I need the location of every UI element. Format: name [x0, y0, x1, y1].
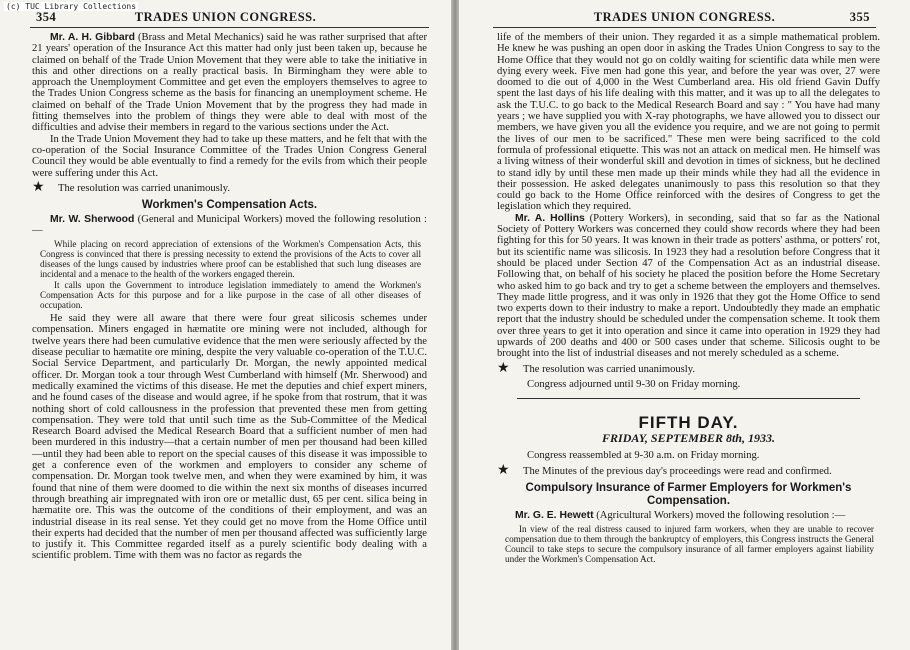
- header-rule: [30, 27, 429, 28]
- speaker-sherwood: Mr. W. Sherwood: [50, 214, 135, 226]
- right-page: [459, 0, 910, 650]
- star-icon: ★: [32, 179, 45, 195]
- running-title-left: TRADES UNION CONGRESS.: [134, 10, 317, 24]
- resolution-quote: [505, 524, 874, 565]
- section-divider: [517, 398, 860, 399]
- star-icon: ★: [497, 360, 510, 376]
- paragraph-gibbard: (Brass and Metal Mechanics) said he was rather surprised that after 21 years' operation of the Insurance Act this matter had only just been taken up, because he claimed on behalf of the Trade Union Movement that they were able to take the initiative in this and other directions on a really practical basis. In Birmingham they were able to approach the Unemployment Committee and get even the employers themselves to agree to the Trades Union Congress scheme as the basis for financing an unemployment scheme. He claimed on behalf of the Trade Union Movement that by the progress they had made in fitting themselves into the problem of things they were able to deal with most of the difficulties and advise their members in regard to the various sections under the Act.: [32, 32, 427, 134]
- resolution-carried: The resolution was carried unanimously.: [58, 182, 231, 194]
- day-date: FRIDAY, SEPTEMBER 8th, 1933.: [602, 430, 775, 445]
- watermark: (c) TUC Library Collections: [6, 2, 137, 11]
- paragraph-hewett-intro: (Agricultural Workers) moved the following resolution :—: [596, 510, 846, 522]
- paragraph-hollins: (Pottery Workers), in seconding, said that so far as the National Society of Pottery Workers was concerned they could show records where they had been fighting for this for 50 years. It was known in their trade as potters' asthma, or potters' rot, but its scientific name was silicosis. In 1923 they had a resolution before Congress that it should be placed under Section 47 of the Compensation Act as an industrial disease. Following that, on behalf of his society he placed the position before the Home Secretary who asked him to go back and try to get a scheme between the employers and themselves. They made little progress, and it was only in 1926 that they got the Home Office to send two experts down to their industry to make a report. Undoubtedly they made an emphatic report that the industry should be scheduled under the compensation scheme. It took them over three years to get it into operation and since it came into operation in 1929 they had upwards of 200 deaths and 400 or 500 cases under that scheme. Silicosis ought to be brought into the list of industrial diseases and not merely scheduled as a scheme.: [497, 212, 880, 360]
- left-page: [0, 0, 451, 650]
- page-number-right: 355: [849, 10, 870, 24]
- star-icon: ★: [497, 463, 510, 479]
- quote-paragraph: It calls upon the Government to introduce legislation immediately to amend the Workmen's Compensation Acts for this purpose and for a like purpose in the case of all other diseases of occupation.: [40, 279, 421, 310]
- resolution-carried: The resolution was carried unanimously.: [523, 363, 696, 375]
- paragraph-gibbard-2: In the Trade Union Movement they had to take up these matters, and he felt that with the co-operation of the Social Insurance Committee of the Trades Union Congress General Council they would be able eventually to find a remedy for the evils from which their people were suffering under this Act.: [32, 133, 427, 179]
- header-rule: [493, 27, 876, 28]
- section-heading: Workmen's Compensation Acts.: [141, 199, 318, 212]
- resolution-quote: [40, 239, 421, 310]
- paragraph-sherwood-cont: life of the members of their union. They regarded it as a simple mathematical problem. He knew he was pushing an open door in asking the Trades Union Congress to say to the Home Office that they would not go on coldly waiting for scientific data while men were dying every week. Five men had gone this year, and before the year was over, 27 were doomed to die out of 4,000 in the West Cumberland area. His old friend Gavin Duffy spent the last days of his life dealing with this matter, and it was up to all the delegates to ask the T.U.C. to go back to the Medical Research Board and say : " You have had many years ; we have supplied you with X-ray photographs, we have allowed you to dissect our members, we have given you all the evidence you require, and we are not going to permit the lives of our men to be sacrificed." These men were being sacrificed to the cold formula of professional etiquette. This was not an attack on medical men. He himself was a living witness of their wonderful skill and devotion in times of sickness, but he declined to stand idly by until these men made up their minds while they had all the evidence in their possession. He asked delegates unanimously to pass this resolution so that they could go back to the Home Office reinforced with the desires of Congress to get the legislation which they required.: [497, 32, 880, 213]
- day-heading: FIFTH DAY.: [638, 413, 739, 433]
- minutes-note: The Minutes of the previous day's proceedings were read and confirmed.: [523, 466, 832, 478]
- page-number-left: 354: [36, 10, 57, 24]
- running-title-right: TRADES UNION CONGRESS.: [593, 10, 776, 24]
- quote-paragraph: In view of the real distress caused to injured farm workers, when they are unable to recover compensation due to them through the bankruptcy of employers, this Congress instructs the General Council to take steps to secure the compulsory insurance of all farmer employers against liability under the Workmen's Compensation Act.: [505, 523, 874, 565]
- paragraph-sherwood-intro: (General and Municipal Workers) moved the following resolution :—: [32, 214, 427, 237]
- reassembled-note: Congress reassembled at 9-30 a.m. on Friday morning.: [527, 449, 760, 461]
- quote-paragraph: While placing on record appreciation of extensions of the Workmen's Compensation Acts, this Congress is convinced that there is pressing necessity to extend the provisions of the Acts to cover all diseases of the lungs caused by industries where proof can be established that such lung diseases are incidental and a menace to the health of the workers engaged therein.: [40, 238, 421, 280]
- paragraph-sherwood: He said they were all aware that there were four great silicosis schemes under compensation. Miners engaged in hæmatite ore mining were not included, although for twelve years there had been cumulative evidence that the men were seriously affected by the disease peculiar to hæmatite ore mining, despite the very valuable co-operation of the T.U.C. Social Service Department, and particularly Dr. Morgan, the newly appointed medical officer. Dr. Morgan took a tour through West Cumberland with himself (Mr. Sherwood) and medically examined the victims of this disease. He met the deputies and chief expert miners, and he found cases of the disease and would agree, if he spoke from that rostrum, that it was nothing short of cold callousness in the profession that prevented these men from getting compensation. They were told that until such time as the Sub-Committee of the Medical Research Board advised the Medical Research Board that a sufficient number of men had been murdered in this industry—that a certain number of men per thousand had been killed—until they had been able to report on the special causes of this disease it was impossible to get a conference even of the workmen and employers to consider any scheme of compensation. Dr. Morgan took twelve men, and when they were examined by him, it was found that nine of them were doomed to die within the next six months of diseases incurred through breathing air impregnated with iron ore or metallic dust, 65 per cent. silica being in hæmatite ore. This was the outcome of the conditions of their employment, and was an industrial disease in its real sense. Yet they could get no move from the Home Office until their experts had decided that the number of men per thousand affected was sufficiently large to justify it. This Committee regarded itself as a purely scientific body dealing with a scientific problem. Time with them was no factor as regards the: [32, 313, 427, 562]
- right-body: [497, 32, 880, 568]
- speaker-hollins: Mr. A. Hollins: [515, 212, 585, 224]
- adjourned-note: Congress adjourned until 9-30 on Friday morning.: [527, 378, 741, 390]
- book-gutter: [451, 0, 459, 650]
- section-heading: Compulsory Insurance of Farmer Employers for Workmen's Compensation.: [525, 482, 852, 508]
- speaker-hewett: Mr. G. E. Hewett: [515, 510, 594, 522]
- left-body: [32, 32, 427, 562]
- speaker-gibbard: Mr. A. H. Gibbard: [50, 32, 135, 43]
